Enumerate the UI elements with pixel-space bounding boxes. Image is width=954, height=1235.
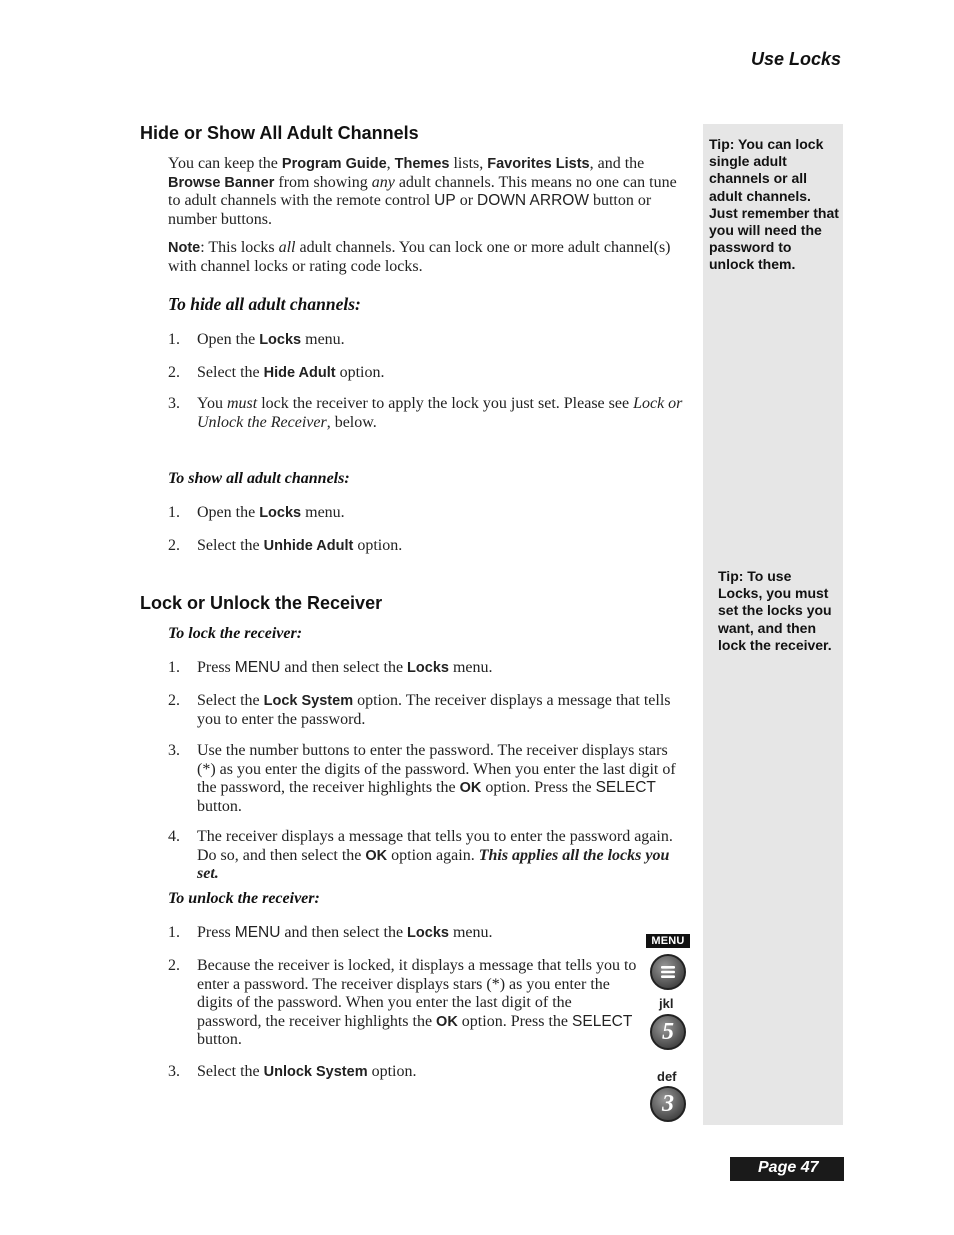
five-button-icon bbox=[650, 1014, 686, 1050]
intro-paragraph: You can keep the Program Guide, Themes lists, Favorites Lists, and the Browse Banner from showing any adult channels. This means no one can tune to adult channels with the remote control UP or DOWN ARROW button or number buttons. bbox=[168, 155, 677, 228]
three-button-icon bbox=[650, 1086, 686, 1122]
list-item: 2. Select the Lock System option. The receiver displays a message that tells you to enter the password. bbox=[168, 692, 671, 728]
list-item: 1. Open the Locks menu. bbox=[168, 504, 345, 521]
section-title-hide-show: Hide or Show All Adult Channels bbox=[140, 123, 419, 143]
three-button-letters: def bbox=[657, 1069, 677, 1084]
section-title-lock-unlock: Lock or Unlock the Receiver bbox=[140, 593, 383, 613]
note-paragraph: Note: This locks all adult channels. You can lock one or more adult channel(s) with channel locks or rating code locks. bbox=[168, 239, 671, 275]
five-digit: 5 bbox=[662, 1019, 674, 1045]
menu-button-label: MENU bbox=[646, 934, 690, 948]
page-number: Page 47 bbox=[758, 1159, 819, 1176]
list-item: 1. Open the Locks menu. bbox=[168, 331, 345, 348]
list-item: 1. Press MENU and then select the Locks menu. bbox=[168, 659, 493, 676]
list-item: 4. The receiver displays a message that tells you to enter the password again. Do so, and then select the OK option again. This applies all the locks you set. bbox=[168, 828, 673, 882]
list-item: 2. Because the receiver is locked, it displays a message that tells you to enter a password. The receiver displays stars (*) as you enter the digits of the password. When you enter the last digit of the password, the receiver highlights the OK option. Press the SELECT button. bbox=[168, 957, 637, 1048]
list-item: 2. Select the Unhide Adult option. bbox=[168, 537, 403, 554]
menu-button-icon bbox=[650, 954, 686, 990]
tip-use-locks: Tip: To use Locks, you must set the locks you want, and then lock the receiver. bbox=[718, 568, 832, 653]
list-item: 3. Use the number buttons to enter the password. The receiver displays stars (*) as you enter the digits of the password. When you enter the last digit of the password, the receiver highlights the OK option. Press the SELECT button. bbox=[168, 742, 676, 815]
lock-heading: To lock the receiver: bbox=[168, 625, 303, 642]
page-number-box bbox=[730, 1157, 844, 1181]
unlock-heading: To unlock the receiver: bbox=[168, 890, 320, 907]
list-item: 1. Press MENU and then select the Locks menu. bbox=[168, 924, 493, 941]
section-header: Use Locks bbox=[750, 49, 841, 69]
five-button-letters: jkl bbox=[659, 996, 674, 1011]
list-item: 3. You must lock the receiver to apply the lock you just set. Please see Lock or Unlock the Receiver, below. bbox=[168, 395, 683, 431]
menu-lines-icon bbox=[652, 956, 684, 988]
list-item: 2. Select the Hide Adult option. bbox=[168, 364, 385, 381]
three-digit: 3 bbox=[662, 1091, 674, 1117]
hide-adult-heading: To hide all adult channels: bbox=[168, 294, 361, 314]
list-item: 3. Select the Unlock System option. bbox=[168, 1063, 417, 1080]
tip-lock-channels: Tip: You can lock single adult channels or all adult channels. Just remember that you will need the password to unlock them. bbox=[709, 136, 839, 273]
show-adult-heading: To show all adult channels: bbox=[168, 470, 350, 487]
